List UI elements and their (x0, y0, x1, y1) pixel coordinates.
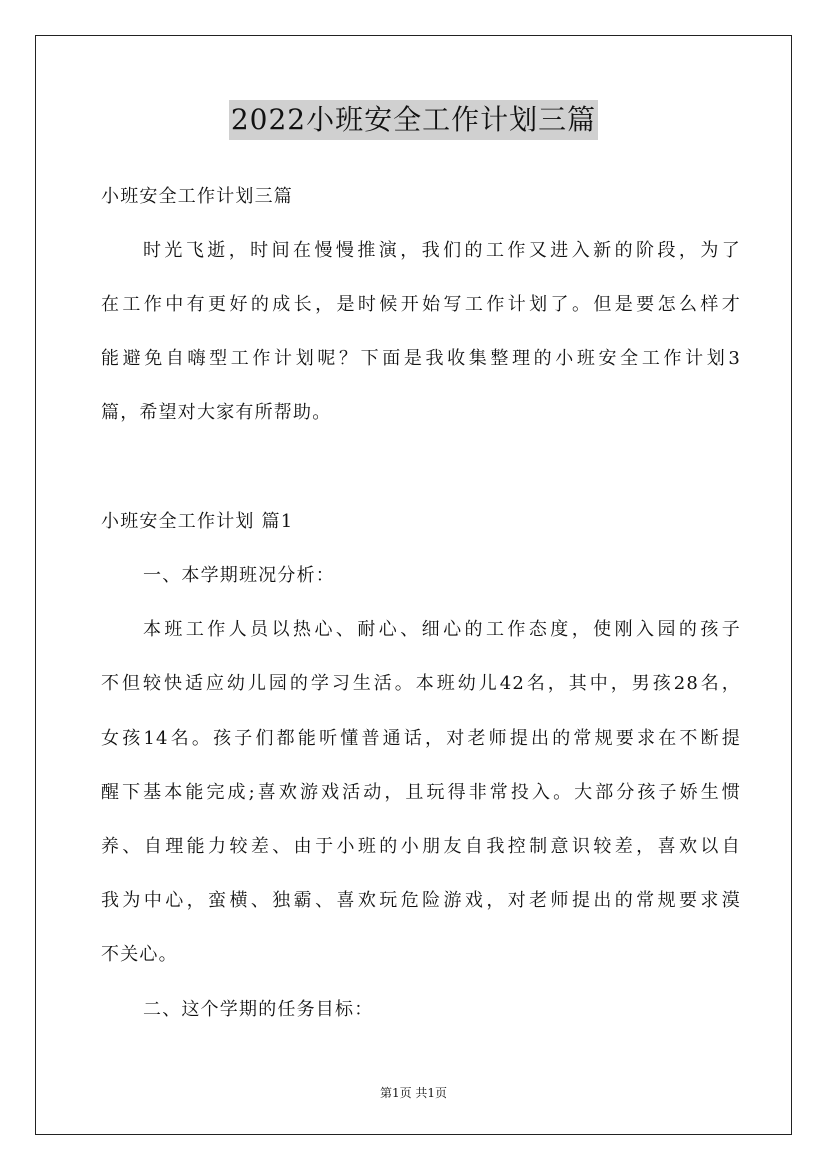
intro-line-2: 在工作中有更好的成长，是时候开始写工作计划了。但是要怎么样才 (101, 294, 741, 315)
item1-heading: 一、本学期班况分析： (143, 565, 335, 586)
page-footer: 第1页 共1页 (379, 1086, 448, 1100)
body-line-2: 不但较快适应幼儿园的学习生活。本班幼儿42名，其中，男孩28名， (101, 673, 741, 694)
intro-line-3: 能避免自嗨型工作计划呢？下面是我收集整理的小班安全工作计划3 (101, 348, 741, 369)
intro-line-4: 篇，希望对大家有所帮助。 (101, 402, 332, 423)
body-line-1: 本班工作人员以热心、耐心、细心的工作态度，使刚入园的孩子 (143, 619, 741, 640)
section-heading: 小班安全工作计划 篇1 (101, 511, 294, 532)
document-title: 2022小班安全工作计划三篇 (229, 100, 598, 140)
intro-line-1: 时光飞逝，时间在慢慢推演，我们的工作又进入新的阶段，为了 (143, 240, 741, 261)
title-container (0, 100, 827, 140)
body-line-5: 养、自理能力较差、由于小班的小朋友自我控制意识较差，喜欢以自 (101, 836, 741, 857)
document-subtitle: 小班安全工作计划三篇 (101, 186, 293, 207)
body-line-6: 我为中心，蛮横、独霸、喜欢玩危险游戏，对老师提出的常规要求漠 (101, 890, 741, 911)
body-line-7: 不关心。 (101, 944, 178, 965)
body-line-4: 醒下基本能完成;喜欢游戏活动，且玩得非常投入。大部分孩子娇生惯 (101, 782, 741, 803)
item2-heading: 二、这个学期的任务目标： (143, 999, 374, 1020)
body-line-3: 女孩14名。孩子们都能听懂普通话，对老师提出的常规要求在不断提 (101, 728, 741, 749)
